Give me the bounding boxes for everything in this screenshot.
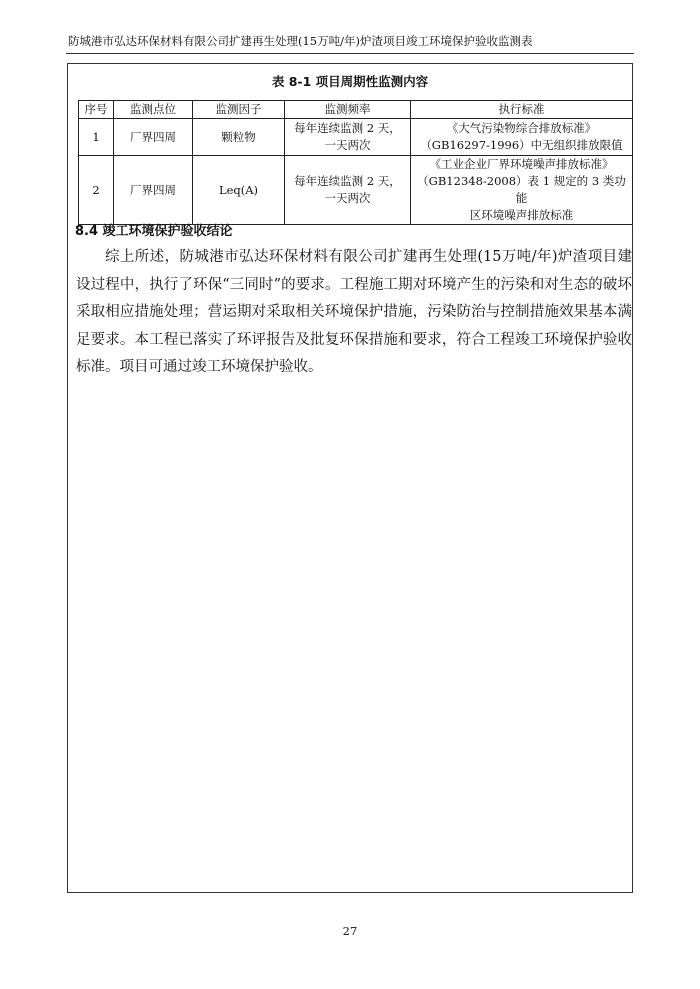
cell-factor: Leq(A) [193, 156, 285, 225]
frequency-line: 每年连续监测 2 天， [294, 174, 401, 188]
cell-location: 厂界四周 [114, 119, 193, 156]
standard-line: 《工业企业厂界环境噪声排放标准》 [429, 157, 614, 171]
cell-no: 1 [79, 119, 114, 156]
frequency-line: 每年连续监测 2 天， [294, 121, 401, 135]
column-header: 序号 [79, 101, 114, 119]
column-header: 监测频率 [285, 101, 411, 119]
standard-line: （GB16297-1996）中无组织排放限值 [420, 138, 623, 152]
page-number: 27 [342, 924, 358, 938]
standard-line: 《大气污染物综合排放标准》 [446, 121, 597, 135]
cell-factor: 颗粒物 [193, 119, 285, 156]
column-header: 监测因子 [193, 101, 285, 119]
cell-frequency [285, 156, 411, 225]
cell-standard [411, 119, 633, 156]
standard-line: （GB12348-2008）表 1 规定的 3 类功能 [417, 174, 626, 205]
section-heading: 8.4 竣工环境保护验收结论 [75, 224, 233, 239]
cell-no: 2 [79, 156, 114, 225]
monitoring-table [78, 100, 633, 225]
cell-location: 厂界四周 [114, 156, 193, 225]
column-header: 执行标准 [411, 101, 633, 119]
header-rule [66, 53, 634, 54]
column-header: 监测点位 [114, 101, 193, 119]
frequency-line: 一天两次 [324, 191, 371, 205]
frequency-line: 一天两次 [324, 138, 371, 152]
cell-standard [411, 156, 633, 225]
table-row [79, 156, 633, 225]
table-header-row [79, 101, 633, 119]
cell-frequency [285, 119, 411, 156]
table-caption: 表 8-1 项目周期性监测内容 [271, 74, 429, 89]
running-header: 防城港市弘达环保材料有限公司扩建再生处理(15万吨/年)炉渣项目竣工环境保护验收监测表 [68, 34, 533, 48]
standard-line: 区环境噪声排放标准 [469, 208, 574, 222]
conclusion-paragraph: 综上所述，防城港市弘达环保材料有限公司扩建再生处理(15万吨/年)炉渣项目建设过程中，执行了环保“三同时”的要求。工程施工期对环境产生的污染和对生态的破坏采取相应措施处理；营运期对采取相关环境保护措施，污染防治与控制措施效果基本满足要求。本工程已落实了环评报告及批复环保措施和要求，符合工程竣工环境保护验收标准。项目可通过竣工环境保护验收。 [76, 249, 632, 376]
table-row [79, 119, 633, 156]
